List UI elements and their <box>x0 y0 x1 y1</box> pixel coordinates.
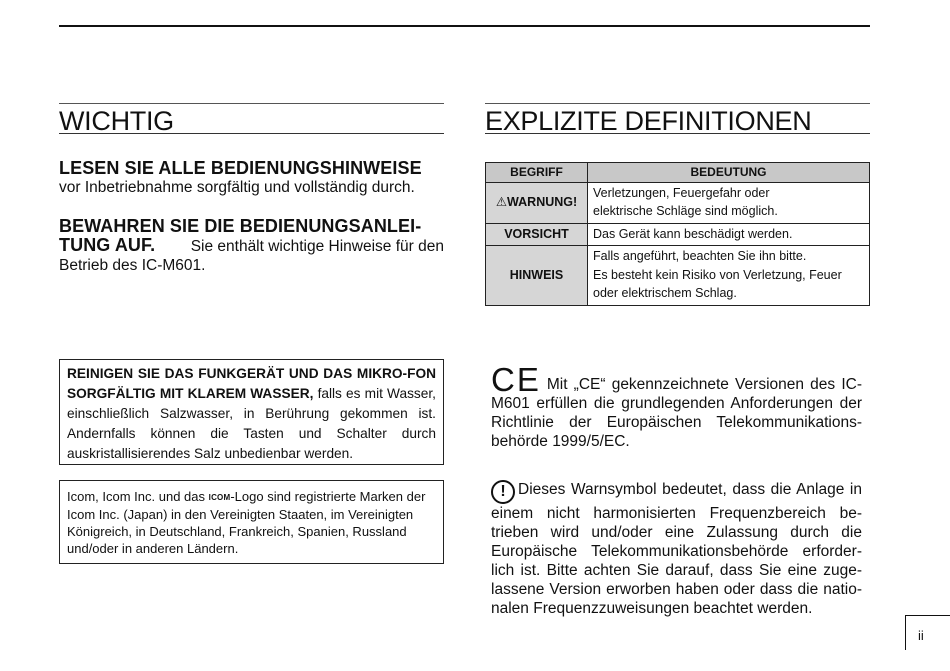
meaning-line: Das Gerät kann beschädigt werden. <box>593 226 793 241</box>
meaning-hinweis <box>588 246 870 306</box>
trademark-text-before: Icom, Icom Inc. und das <box>67 489 206 504</box>
table-header-row <box>486 163 870 183</box>
section-title-wichtig: WICHTIG <box>59 103 444 134</box>
table-header-meaning: BEDEUTUNG <box>588 163 870 183</box>
ce-text: Mit „CE“ gekennzeichnete Versionen des IC-M601 erfüllen die grundlegenden Anforderungen der Richtlinie der Europäischen Telekommunikations-behörde 1999/5/EC. <box>491 376 862 450</box>
text-keep-manual-line2: Betrieb des IC-M601. <box>59 257 206 274</box>
trademark-text-after: -Logo sind registrierte Marken der Icom Inc. (Japan) in den Vereinigten Staaten, im Vereinigten Königreich, in Deutschland, Frankreich, Spanien, Russland und/oder in anderen Ländern. <box>67 489 426 556</box>
term-warnung <box>486 182 588 223</box>
page-tab-side <box>905 615 906 650</box>
read-instructions-block <box>59 159 444 197</box>
page-tab-rule <box>905 615 950 616</box>
cleaning-notice-text: falls es mit Wasser, einschließlich Salzwasser, in Berührung gekommen ist. Andernfalls können die Tasten und Schalter durch auskristallisierendes Salz unbedienbar werden. <box>67 386 436 461</box>
meaning-line: oder elektrischem Schlag. <box>593 286 737 300</box>
text-read-instructions: vor Inbetriebnahme sorgfältig und vollständig durch. <box>59 179 415 196</box>
meaning-vorsicht <box>588 223 870 246</box>
section-title-definitions: EXPLIZITE DEFINITIONEN <box>485 103 870 134</box>
meaning-warnung <box>588 182 870 223</box>
alert-symbol: ! <box>500 483 506 500</box>
term-hinweis: HINWEIS <box>486 246 588 306</box>
page-number: ii <box>918 628 924 643</box>
meaning-line: elektrische Schläge sind möglich. <box>593 204 778 218</box>
term-vorsicht: VORSICHT <box>486 223 588 246</box>
ce-paragraph <box>491 361 862 451</box>
table-row <box>486 246 870 306</box>
alert-circle-icon <box>491 480 515 504</box>
table-row <box>486 182 870 223</box>
table-row <box>486 223 870 246</box>
heading-keep-manual-line2: TUNG AUF. <box>59 235 156 255</box>
keep-manual-block <box>59 217 444 275</box>
warn-symbol-paragraph <box>491 480 862 618</box>
warn-text: Dieses Warnsymbol bedeutet, dass die Anlage in einem nicht harmonisierten Frequenzbereich be-trieben wird und/oder eine Zulassung durch die Europäische Telekommunikationsbehörde erforder-lich ist. Bitte achten Sie darauf, dass Sie eine zuge-lassene Version erworben haben oder dass die natio-nalen Frequenzzuweisungen beachtet werden. <box>491 481 862 617</box>
warning-triangle-icon: ⚠ <box>495 195 508 210</box>
meaning-line: Verletzungen, Feuergefahr oder <box>593 185 770 200</box>
heading-read-instructions: LESEN SIE ALLE BEDIENUNGSHINWEISE <box>59 158 422 178</box>
meaning-line: Es besteht kein Risiko von Verletzung, Feuer <box>593 267 842 282</box>
keep-manual-line2 <box>59 236 444 256</box>
text-keep-manual-inline: Sie enthält wichtige Hinweise für den <box>190 238 444 255</box>
definitions-table-wrap <box>485 162 870 306</box>
heading-keep-manual-line1: BEWAHREN SIE DIE BEDIENUNGSANLEI- <box>59 216 422 236</box>
icom-logo: ICOM <box>208 493 231 502</box>
trademark-box <box>59 480 444 564</box>
top-rule <box>59 25 870 27</box>
table-header-term: BEGRIFF <box>486 163 588 183</box>
cleaning-notice-box <box>59 359 444 465</box>
meaning-line: Falls angeführt, beachten Sie ihn bitte. <box>593 249 807 263</box>
cleaning-notice-bold: REINIGEN SIE DAS FUNKGERÄT UND DAS MIKRO-FON SORGFÄLTIG MIT KLAREM WASSER, <box>67 366 436 401</box>
ce-mark-icon: CE <box>491 361 541 398</box>
definitions-table <box>485 162 870 306</box>
term-warnung-label: WARNUNG! <box>507 195 578 210</box>
